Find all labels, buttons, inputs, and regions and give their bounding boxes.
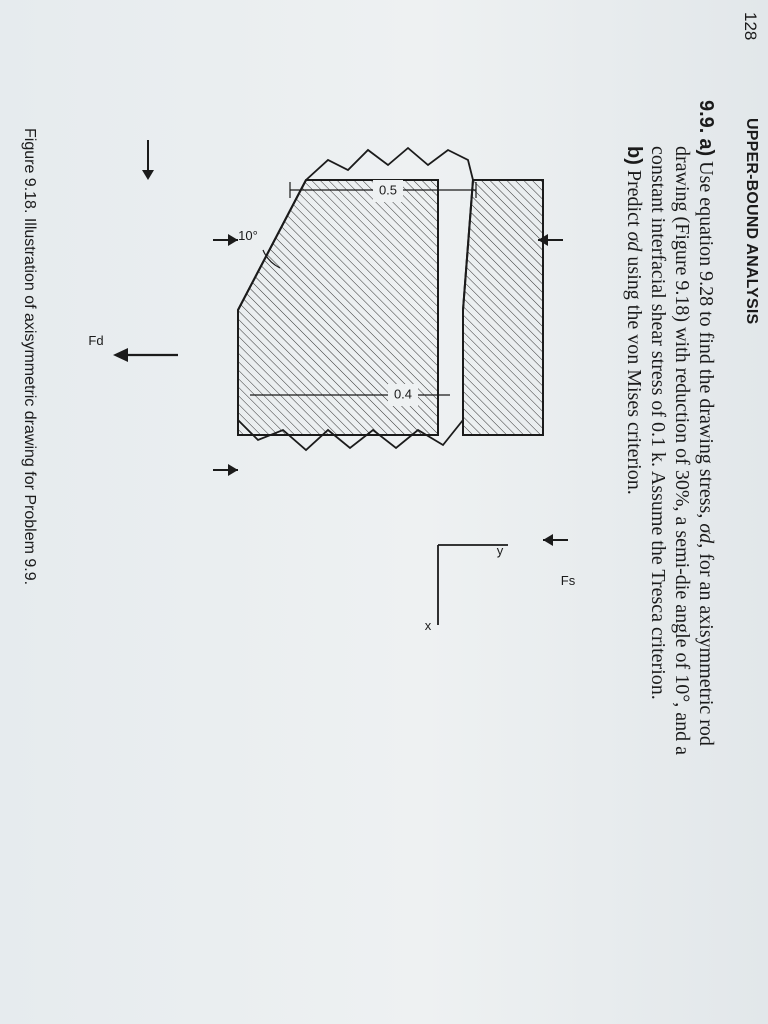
drawing-force-label: Fd [88,333,104,348]
drawing-force-arrow [113,348,178,362]
figure-caption: Figure 9.18. Illustration of axisymmetric drawing for Problem 9.9. [21,128,38,586]
axis-y-label: y [496,543,504,558]
problem-line-1-text: Use equation 9.28 to find the drawing stress, [695,161,717,519]
shear-force-label: Fs [560,573,576,588]
problem-line-2: drawing (Figure 9.18) with reduction of 30%, a semi-die angle of 10°, and a [671,146,693,755]
sigma-d-symbol-b: σd [623,231,645,252]
running-head: UPPER-BOUND ANALYSIS [743,118,760,325]
part-a-label: a) [695,138,717,157]
axis-x-label: x [424,618,432,633]
problem-line-4-post: using the von Mises criterion. [623,256,645,495]
exit-dimension-label: 0.4 [393,386,413,402]
problem-line-3: constant interfacial shear stress of 0.1 k. Assume the Tresca criterion. [647,146,669,700]
die-angle-label: 10° [238,228,258,243]
part-b-label: b) [623,146,645,165]
problem-number: 9.9. [695,100,717,134]
problem-line-4-pre: Predict [623,169,645,227]
rod-break-left [306,148,473,180]
shear-force-arrow [543,534,568,546]
problem-line-1-end: , for an axisymmetric rod [695,543,717,746]
page-number: 128 [741,12,760,41]
entry-dimension-label: 0.5 [378,182,398,198]
sigma-d-symbol: σd [695,523,717,544]
lower-die [463,180,543,435]
